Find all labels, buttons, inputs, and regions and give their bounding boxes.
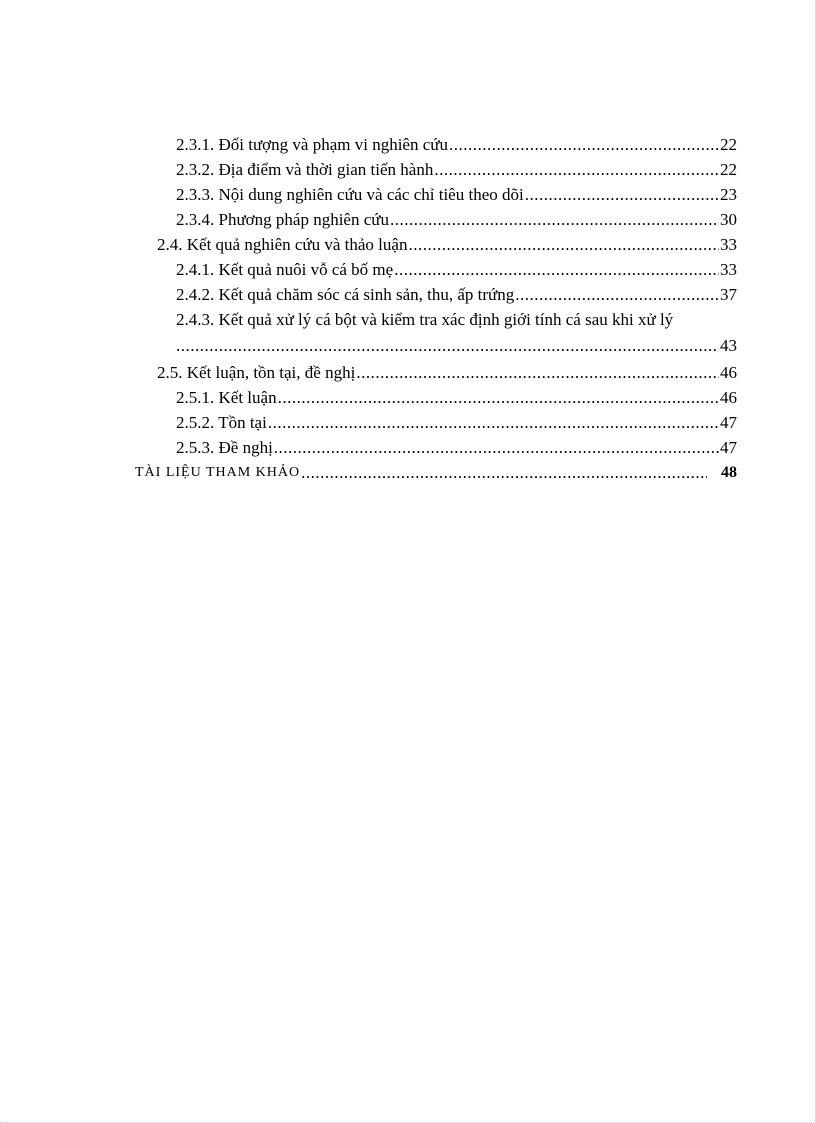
toc-entry	[176, 386, 737, 410]
toc-entry	[176, 133, 737, 157]
toc-entry-label: 2.4. Kết quả nghiên cứu và thảo luận	[157, 235, 408, 254]
toc-entry-page: 47	[720, 413, 737, 432]
dot-leader	[268, 411, 719, 435]
dot-leader	[394, 258, 719, 282]
toc-entry-page: 23	[720, 185, 737, 204]
toc-entry	[176, 283, 737, 307]
toc-entry-label: 2.5.2. Tồn tại	[176, 413, 267, 432]
toc-entry-page: 30	[720, 210, 737, 229]
dot-leader	[515, 283, 719, 307]
dot-leader	[356, 361, 719, 385]
toc-entry-label: 2.3.2. Địa điểm và thời gian tiến hành	[176, 160, 434, 179]
dot-leader	[525, 183, 719, 207]
toc-entry-label: 2.5.3. Đề nghị	[176, 438, 273, 457]
toc-entry-page: 46	[720, 363, 737, 382]
toc-entry-label: 2.3.4. Phương pháp nghiên cứu	[176, 210, 389, 229]
toc-entry	[176, 334, 737, 358]
dot-leader	[301, 461, 707, 485]
toc-entry-page: 47	[720, 438, 737, 457]
toc-entry	[157, 233, 737, 257]
toc-entry-label: TÀI LIỆU THAM KHẢO	[135, 465, 301, 480]
toc-entry-page: 22	[720, 160, 737, 179]
toc-entry-label: 2.4.2. Kết quả chăm sóc cá sinh sản, thu, ấp trứng	[176, 285, 515, 304]
toc-entry-page: 33	[720, 235, 737, 254]
toc-entry	[176, 258, 737, 282]
dot-leader	[278, 386, 719, 410]
toc-entry	[176, 158, 737, 182]
dot-leader	[449, 133, 719, 157]
toc-entry-label: 2.5.1. Kết luận	[176, 388, 277, 407]
dot-leader	[434, 158, 719, 182]
toc-entry-label: 2.3.3. Nội dung nghiên cứu và các chỉ tiêu theo dõi	[176, 185, 524, 204]
toc-entry	[135, 461, 737, 485]
dot-leader	[390, 208, 719, 232]
toc-entry-page: 48	[721, 464, 737, 481]
dot-leader	[176, 334, 719, 358]
toc-entry	[176, 436, 737, 460]
toc-entry	[176, 208, 737, 232]
toc-entry-page: 46	[720, 388, 737, 407]
toc-entry-label: 2.5. Kết luận, tồn tại, đề nghị	[157, 363, 356, 382]
toc-entry	[176, 183, 737, 207]
toc-entry	[157, 361, 737, 385]
toc-entry-label: 2.4.1. Kết quả nuôi vỗ cá bố mẹ	[176, 260, 394, 279]
dot-leader	[408, 233, 719, 257]
toc-entry-page: 22	[720, 135, 737, 154]
toc-entry	[176, 411, 737, 435]
dot-leader	[274, 436, 719, 460]
toc-entry-page: 33	[720, 260, 737, 279]
toc-entry-page: 43	[720, 336, 737, 355]
toc-entry-page: 37	[720, 285, 737, 304]
toc-entry-label: 2.3.1. Đối tượng và phạm vi nghiên cứu	[176, 135, 448, 154]
toc-entry-label: 2.4.3. Kết quả xử lý cá bột và kiểm tra xác định giới tính cá sau khi xử lý	[176, 310, 674, 329]
